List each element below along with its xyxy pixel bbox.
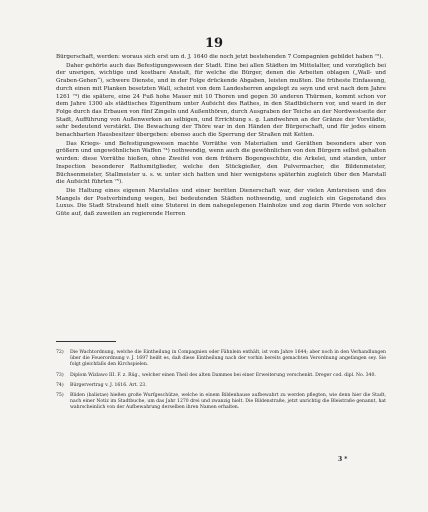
footnote-mark: 75) (56, 393, 64, 399)
footnote-mark: 74) (56, 382, 64, 388)
page-number: 19 (204, 36, 224, 51)
footnote-74 (56, 383, 386, 389)
footnote-75 (56, 393, 386, 412)
footnote-text: Die Wachtordnung, welche die Eintheilung in Compagnien oder Fähnlein enthält, ist vom Jahre 1644; aber noch in den Verhandlungen über die Feuerordnung v. J. 1697 heißt es, daß diese Eintheilung nach der vorhin bereits gemachten Verordnung angefangen sey. Sie folgt gleichfalls den Kirchspielen. (70, 350, 386, 368)
paragraph-1: Bürgerschaft, werden: woraus sich erst um d. J. 1640 die noch jetzt bestehenden 7 Compagnien gebildet haben ⁷²). (56, 54, 384, 60)
footnote-mark: 72) (56, 350, 64, 355)
footnote-divider (56, 341, 116, 342)
footnotes (56, 350, 386, 416)
paragraph-3: Das Kriegs- und Befestigungswesen machte Vorräthe von Materialien und Geräthen besonders aber von größern und ungewöhnlichen Waffen ⁷⁴) nothwendig, wenn auch die gewöhnlichen von den Bürgern selbst gehalten wurden: diese Vorräthe hießen, ohne Zweifel von dem frühern Bogengeschütz, die Arkelei, und standen, unter Inspection besonderer Rathsmitglieder, welche den Stückgießer, den Pulvermacher, die Bildenmeister, Büchsenmeister, Stallmeister u. s. w. unter sich hatten und hier wenigstens späterhin zugleich über den Marstall die Aufsicht führten ⁷⁵). (56, 140, 386, 186)
footnote-text: Bliden (balistae) hießen große Wurfgeschütze, welche in einem Bildenhause aufbewahrt zu werden pflegten, wie denn hier die Stadt, nach einer Notiz im Stadtbuche, um das Jahr 1270 drei und zwanzig hielt. Die Bildenstraße, jetzt unrichtig die Bleistraße genannt, hat wahrscheinlich von der Aufbewahrung derselben ihren Namen erhalten. (70, 393, 386, 411)
paragraph-2: Daher gehörte auch das Befestigungswesen der Stadt. Eine bei allen Städten im Mittelalter, und vorzüglich bei der unsrigen, wichtige und kostbare Anstalt, für welche die Bürger, denen die Arbeiten oblagen („Wall- und Graben-Gehen“), schwere Dienste, und in der Folge drückende Abgaben, leisten mußten. Die früheste Einfassung, durch einen mit Planken besetzten Wall, scheint von dem Landesherren angelegt zu seyn und erst nach dem Jahre 1261 ⁷³) die spätere, eine 24 Fuß hohe Mauer mit 10 Thoren und gegen 30 anderen Thürmen, kommt schon vor dem Jahre 1300 als städtisches Eigenthum unter Aufsicht des Rathes, in den Stadtbüchern vor, und ward in der Folge durch das Erbauen von fünf Zingeln und Außenthören, durch Ausgraben der Teiche an der Nordwestseite der Stadt, Aufführung von Außenwerken an selbigen, und Errichtung s. g. Landwehren an der Gränze der Vorstädte, sehr bedeutend verstärkt. Die Bewachung der Thöre war in den Händen der Bürgerschaft, und für jedes einem benachbarten Hausbesitzer übergeben: ebenso auch die Sperrung der Straßen mit Ketten. (56, 62, 386, 139)
signature-mark: 3 * (338, 456, 348, 463)
footnote-mark: 73) (56, 372, 64, 378)
footnote-text: Diplom Wizlawo III. F. z. Rüg., welcher einen Theil des alten Dammes bei einer Erweiterung verschenkt. Dreger cod. dipl. No. 340. (70, 372, 376, 378)
footnote-72 (56, 350, 386, 369)
paragraph-4: Die Haltung eines eigenen Marstalles und einer beritten Dienerschaft war, der vielen Amtsreisen und des Mangels der Postverbindung wegen, bei bedeutenden Städten nothwendig, und zugleich ein Gegenstand des Luxus. Die Stadt Stralsund hielt eine Stuterei in dem nahegelegenen Hainholze und zog darin Pferde von solcher Güte auf, daß zuweilen an regierende Herren (56, 187, 386, 218)
main-text (56, 54, 386, 220)
footnote-text: Bürgervertrag v. J. 1616. Art. 23. (70, 382, 147, 388)
footnote-73 (56, 373, 386, 379)
